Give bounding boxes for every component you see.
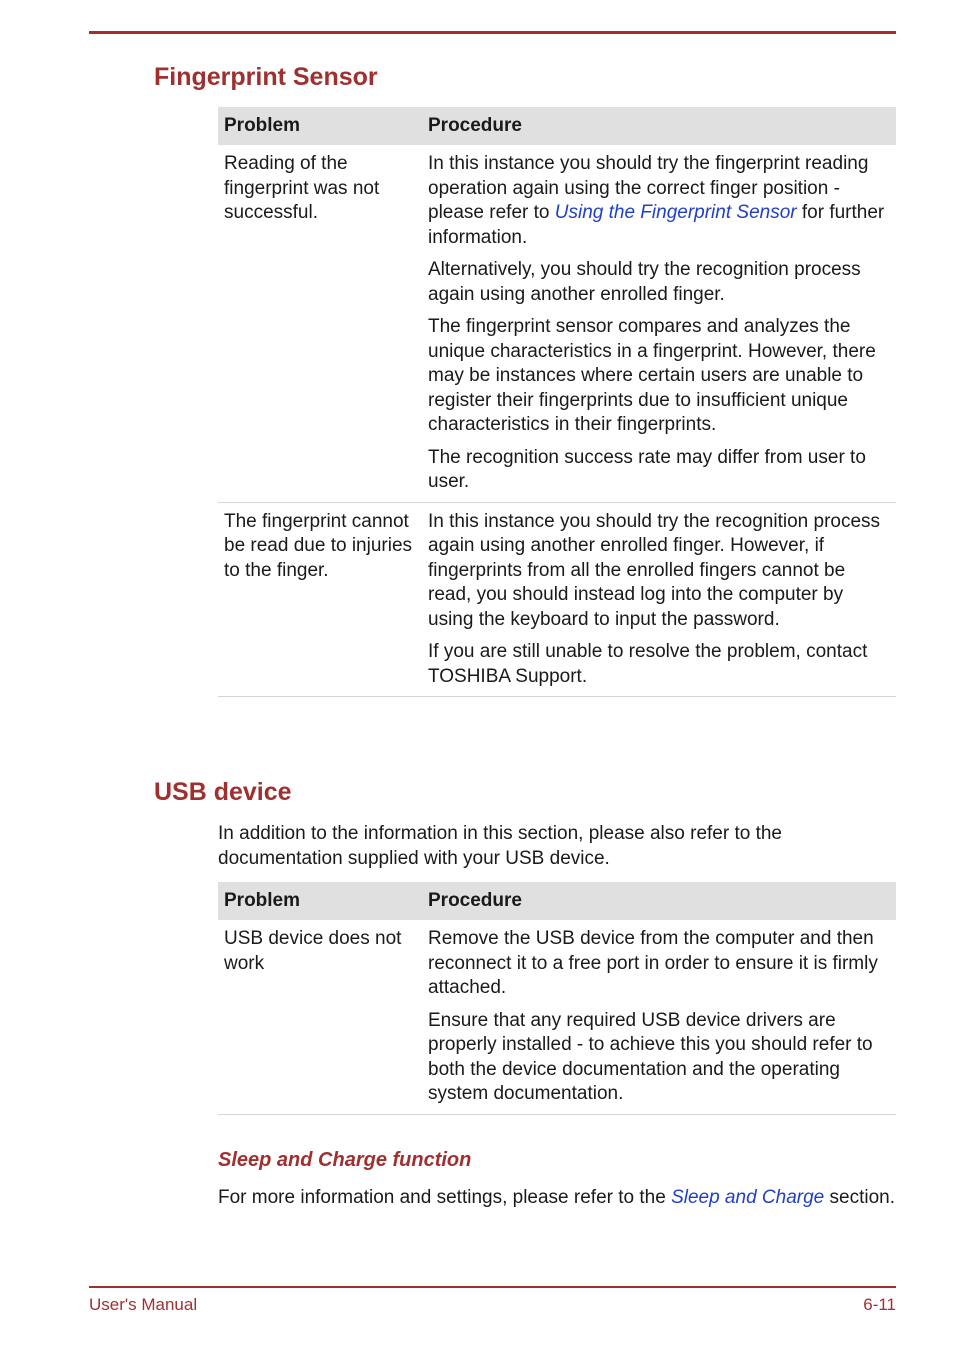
procedure-text: In this instance you should try the fingerprint reading operation again using the correct finger position - please refer to (428, 153, 869, 223)
procedure-paragraph: Remove the USB device from the computer and then reconnect it to a free port in order to ensure it is firmly attached. (428, 928, 878, 998)
table-header-row (218, 882, 896, 920)
procedure-paragraph: The fingerprint sensor compares and analyzes the unique characteristics in a fingerprint. However, there may be instances where certain users are unable to register their fingerprints due to insufficient unique characteristics in their fingerprints. (428, 316, 876, 435)
procedure-text: for further information. (428, 202, 885, 248)
sleep-and-charge-link[interactable]: Sleep and Charge (671, 1187, 825, 1208)
procedure-paragraph (428, 152, 890, 250)
sleep-charge-text: For more information and settings, please refer to the (218, 1187, 672, 1208)
footer-page-number: 6-11 (863, 1295, 896, 1314)
sleep-charge-paragraph (218, 1186, 898, 1211)
header-problem: Problem (218, 107, 422, 145)
top-rule (89, 31, 896, 34)
section-title-fingerprint: Fingerprint Sensor (154, 63, 378, 91)
table-row (218, 920, 896, 1114)
subsection-title-sleep-charge: Sleep and Charge function (218, 1149, 472, 1171)
problem-cell: USB device does not work (218, 920, 422, 1114)
section-title-usb: USB device (154, 778, 292, 806)
problem-cell: Reading of the fingerprint was not successful. (218, 145, 422, 502)
header-problem: Problem (218, 882, 422, 920)
procedure-paragraph: Ensure that any required USB device drivers are properly installed - to achieve this you should refer to both the device documentation and the operating system documentation. (428, 1009, 873, 1104)
procedure-paragraph: If you are still unable to resolve the problem, contact TOSHIBA Support. (428, 641, 868, 687)
procedure-paragraph: Alternatively, you should try the recognition process again using another enrolled finger. (428, 259, 861, 305)
header-procedure: Procedure (422, 882, 896, 920)
usb-table (218, 882, 896, 1115)
footer-manual-title: User's Manual (89, 1295, 198, 1314)
sleep-charge-text: section. (824, 1187, 895, 1208)
procedure-cell (422, 920, 896, 1114)
fingerprint-table (218, 107, 896, 697)
table-row (218, 502, 896, 697)
procedure-cell (422, 502, 896, 697)
procedure-paragraph: The recognition success rate may differ from user to user. (428, 446, 866, 492)
table-header-row (218, 107, 896, 145)
procedure-paragraph: In this instance you should try the recognition process again using another enrolled finger. However, if fingerprints from all the enrolled fingers cannot be read, you should instead log into the computer by using the keyboard to input the password. (428, 510, 881, 630)
problem-cell: The fingerprint cannot be read due to injuries to the finger. (218, 502, 422, 697)
bottom-rule (89, 1286, 896, 1288)
table-row (218, 145, 896, 502)
procedure-cell (422, 145, 896, 502)
header-procedure: Procedure (422, 107, 896, 145)
fingerprint-sensor-link[interactable]: Using the Fingerprint Sensor (554, 202, 797, 223)
usb-intro: In addition to the information in this section, please also refer to the documentation supplied with your USB device. (218, 823, 782, 869)
